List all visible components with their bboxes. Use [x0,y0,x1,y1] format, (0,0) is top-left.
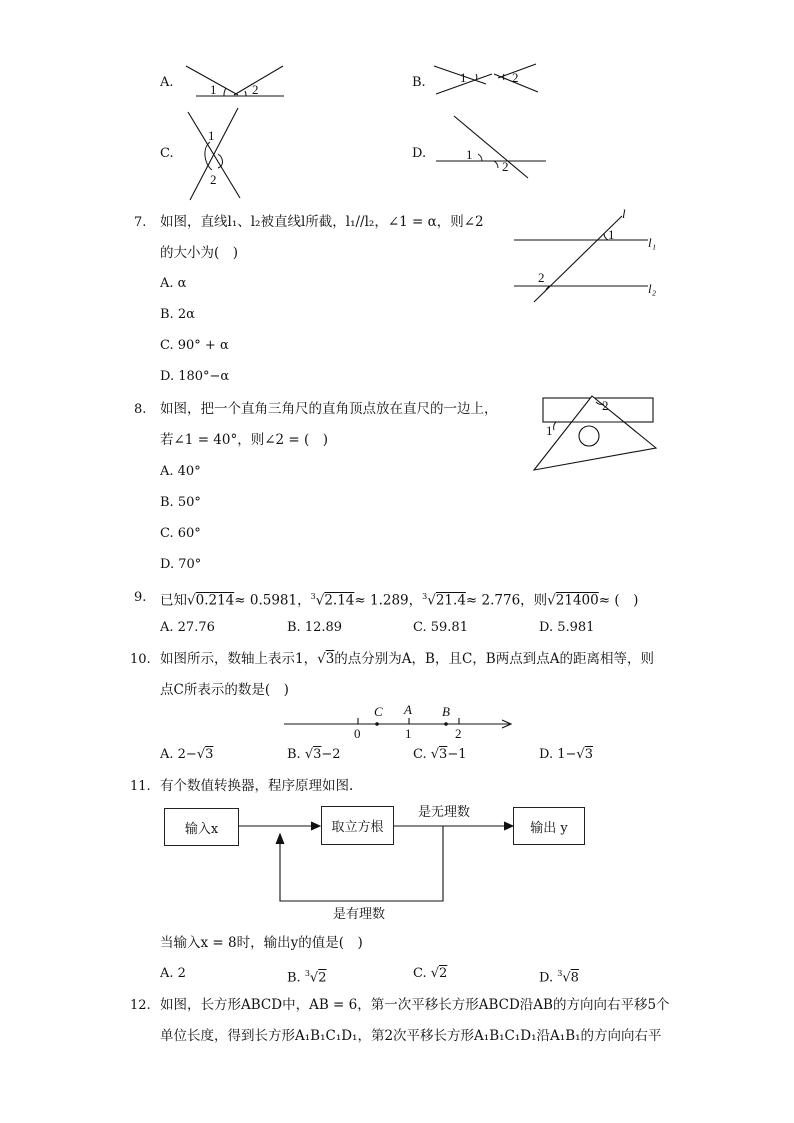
q10-option-c: C. √3−1 [413,747,467,762]
q9-value-4: ≈ ( ) [598,592,639,609]
q6-option-b-figure [432,62,542,98]
q10-stem-part2: 的点分别为A，B，且C，B两点到点A的距离相等，则 [334,651,654,667]
svg-text:B: B [442,704,450,719]
q10-stem-part1: 如图所示，数轴上表示1， [160,651,318,667]
flow-output-box: 输出 y [513,807,585,845]
q10-option-b: B. √3−2 [287,747,341,762]
q12-number: 12. [130,998,151,1013]
q8-option-c: C. 60° [160,526,201,541]
svg-text:1: 1 [405,726,412,741]
q7-option-b: B. 2α [160,307,195,322]
q7-stem-line2: 的大小为( ) [160,245,239,261]
q7-figure [510,206,670,306]
svg-text:l₁: l₁ [648,235,657,250]
q9-value-2: ≈ 1.289， [354,592,423,609]
q9-option-a: A. 27.76 [160,620,215,635]
q6-option-a-figure [180,64,290,100]
q9-radical-2: √2.14 [315,592,355,609]
q7-option-a: A. α [160,276,187,291]
q7-number: 7. [134,215,147,230]
svg-text:1: 1 [546,423,553,438]
q11-question: 当输入x = 8时，输出y的值是( ) [160,935,363,951]
q7-stem-line1: 如图，直线l₁、l₂被直线l所截，l₁//l₂，∠1 = α，则∠2 [160,214,484,230]
q6-option-b-label: B. [412,75,426,90]
svg-text:1: 1 [210,82,217,97]
q9-option-b: B. 12.89 [287,620,343,635]
q6-option-d-label: D. [412,146,427,161]
q8-number: 8. [134,402,147,417]
svg-text:1: 1 [460,70,467,85]
q8-option-d: D. 70° [160,557,202,572]
svg-text:C: C [374,704,383,719]
q9-value-3: ≈ 2.776，则 [465,592,548,609]
q7-option-d: D. 180°−α [160,369,230,384]
q8-option-a: A. 40° [160,464,201,479]
svg-text:1: 1 [608,227,615,242]
svg-text:2: 2 [252,82,259,97]
q12-stem-line1: 如图，长方形ABCD中，AB = 6，第一次平移长方形ABCD沿AB的方向向右平移5个 [160,997,670,1013]
q9-stem [160,589,638,609]
q10-stem-line2: 点C所表示的数是( ) [160,682,289,698]
q9-radical-4: √21400 [547,592,599,609]
svg-text:l: l [622,206,626,221]
svg-text:A: A [404,702,412,717]
svg-text:l₂: l₂ [648,281,657,296]
q9-index-2: 3 [310,592,316,601]
svg-text:0: 0 [354,726,361,741]
q9-radical-1: √0.214 [187,592,235,609]
q6-option-a-label: A. [160,75,174,90]
q10-stem-radical: √3 [317,651,335,667]
q10-option-d: D. 1−√3 [539,747,593,762]
q8-option-b: B. 50° [160,495,201,510]
q8-figure [530,392,660,474]
flow-input-box: 输入x [164,808,239,846]
q6-option-d-figure [432,112,552,180]
q11-option-d: D. $^3$√8 [539,969,579,986]
svg-text:2: 2 [602,398,609,413]
q9-value-1: ≈ 0.5981， [234,592,311,609]
q11-option-a: A. 2 [160,966,186,981]
q11-option-c: C. √2 [413,966,448,981]
q8-stem-line2: 若∠1 = 40°，则∠2 = ( ) [160,432,329,448]
q9-radical-3: √21.4 [427,592,466,609]
q8-stem-line1: 如图，把一个直角三角尺的直角顶点放在直尺的一边上， [160,401,498,417]
q7-option-c: C. 90° + α [160,338,229,353]
svg-text:2: 2 [455,726,462,741]
q10-number: 10. [130,652,151,667]
q11-option-b: B. $^3$√2 [287,969,327,986]
flow-label-irrational: 是无理数 [418,805,471,820]
q6-option-c-label: C. [160,146,174,161]
q11-number: 11. [130,779,151,794]
flow-arrows [238,800,518,904]
svg-text:2: 2 [538,270,545,285]
flow-label-rational: 是有理数 [333,907,386,922]
q10-stem-line1 [160,651,654,667]
svg-text:1: 1 [208,128,215,143]
flow-cube-root-box: 取立方根 [321,806,394,845]
q9-option-d: D. 5.981 [539,620,595,635]
q9-number: 9. [134,590,147,605]
q10-number-line [282,702,514,742]
q9-prefix: 已知 [160,592,187,609]
svg-text:2: 2 [502,159,509,174]
svg-text:1: 1 [466,147,473,162]
svg-text:2: 2 [210,172,217,187]
q9-index-3: 3 [422,592,428,601]
svg-text:2: 2 [512,70,519,85]
q11-stem: 有个数值转换器，程序原理如图. [160,778,354,794]
q12-stem-line2: 单位长度，得到长方形A₁B₁C₁D₁，第2次平移长方形A₁B₁C₁D₁沿A₁B₁的方向向右平 [160,1028,662,1044]
q9-option-c: C. 59.81 [413,620,468,635]
q10-option-a: A. 2−√3 [160,747,214,762]
q6-option-c-figure [182,106,252,204]
